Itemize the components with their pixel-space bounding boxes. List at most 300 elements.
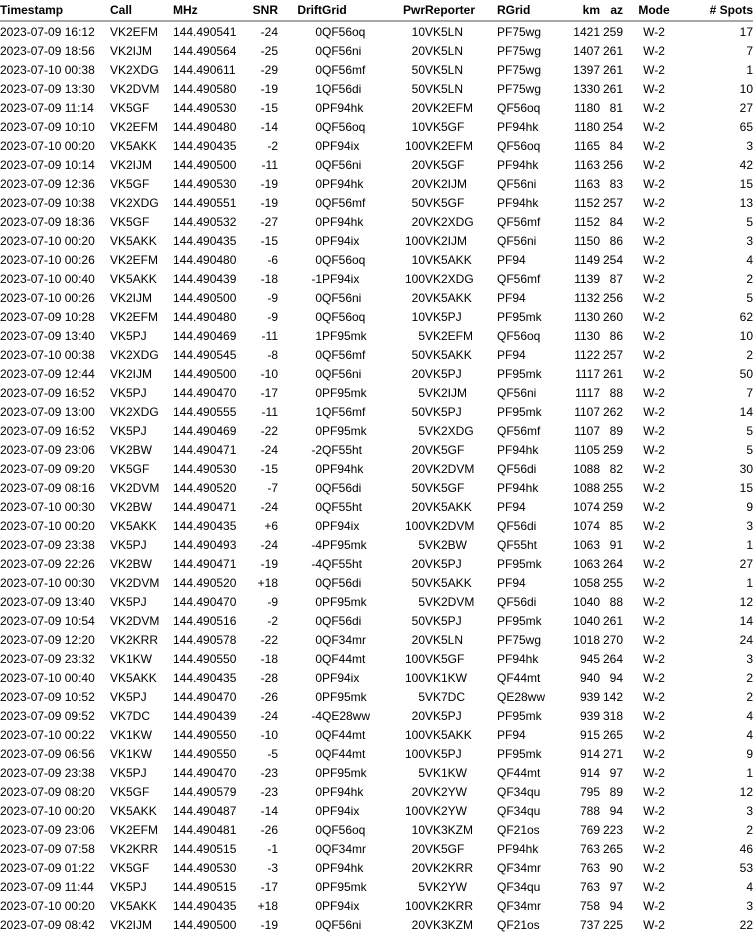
spots-table-body [0,21,753,934]
cell-mhz: 144.490439 [173,271,237,286]
cell-mode: W-2 [643,898,665,913]
cell-timestamp: 2023-07-09 16:52 [0,423,95,438]
table-row [0,611,753,630]
cell-drift: 0 [315,860,322,875]
cell-mhz: 144.490550 [173,746,237,761]
cell-mode: W-2 [643,727,665,742]
cell-mhz: 144.490530 [173,461,237,476]
cell-mhz: 144.490578 [173,632,237,647]
cell-mhz: 144.490564 [173,43,237,58]
cell-grid: QF34mr [322,841,367,856]
cell-rgrid: QF56di [497,518,537,533]
cell-grid: QF56di [322,81,362,96]
cell-mhz: 144.490439 [173,708,237,723]
cell-timestamp: 2023-07-09 23:06 [0,822,95,837]
cell-drift: 0 [315,879,322,894]
cell-pwr: 5 [418,594,425,609]
cell-spots: 30 [739,461,753,476]
table-row [0,782,753,801]
cell-pwr: 100 [404,651,425,666]
cell-az: 88 [609,594,623,609]
cell-call: VK2XDG [110,347,159,362]
cell-drift: 0 [315,233,322,248]
cell-drift: 0 [315,461,322,476]
cell-drift: 0 [315,898,322,913]
cell-az: 259 [602,24,623,39]
cell-grid: PF94ix [322,898,360,913]
cell-mhz: 144.490545 [173,347,237,362]
cell-az: 270 [602,632,623,647]
cell-mode: W-2 [643,746,665,761]
table-row [0,41,753,60]
cell-call: VK2DVM [110,575,160,590]
cell-pwr: 5 [418,879,425,894]
cell-spots: 7 [746,385,753,400]
column-header-spots: # Spots [685,0,753,21]
cell-drift: 0 [315,689,322,704]
cell-az: 255 [602,575,623,590]
cell-spots: 1 [746,537,753,552]
cell-rgrid: PF94 [497,290,526,305]
cell-spots: 2 [746,347,753,362]
cell-pwr: 20 [411,708,425,723]
cell-mode: W-2 [643,442,665,457]
cell-call: VK5GF [110,461,150,476]
table-row [0,839,753,858]
cell-pwr: 100 [404,138,425,153]
cell-mode: W-2 [643,24,665,39]
cell-snr: +6 [264,518,278,533]
cell-drift: 0 [315,43,322,58]
cell-pwr: 50 [411,575,425,590]
cell-rgrid: PF75wg [497,632,542,647]
table-row [0,896,753,915]
cell-km: 763 [579,860,600,875]
cell-az: 85 [609,518,623,533]
cell-snr: -2 [267,138,278,153]
cell-call: VK5PJ [110,328,147,343]
cell-km: 1063 [573,537,600,552]
cell-call: VK1KW [110,727,153,742]
cell-reporter: VK5GF [425,651,465,666]
cell-snr: -9 [267,309,278,324]
cell-km: 939 [579,689,600,704]
cell-az: 89 [609,423,623,438]
cell-call: VK5PJ [110,537,147,552]
cell-spots: 14 [739,404,753,419]
cell-timestamp: 2023-07-10 00:26 [0,290,95,305]
cell-timestamp: 2023-07-09 23:32 [0,651,95,666]
cell-mode: W-2 [643,290,665,305]
cell-pwr: 20 [411,442,425,457]
cell-call: VK5AKK [110,233,157,248]
cell-call: VK2IJM [110,157,153,172]
cell-rgrid: PF94hk [497,480,539,495]
cell-grid: PF94hk [322,176,364,191]
cell-pwr: 10 [411,822,425,837]
cell-drift: 1 [315,404,322,419]
cell-mhz: 144.490530 [173,860,237,875]
cell-pwr: 5 [418,328,425,343]
cell-drift: 0 [315,518,322,533]
cell-call: VK5AKK [110,271,157,286]
cell-snr: -17 [260,385,278,400]
cell-az: 264 [602,556,623,571]
cell-km: 1040 [573,613,600,628]
cell-timestamp: 2023-07-10 00:38 [0,62,95,77]
cell-mhz: 144.490435 [173,138,237,153]
cell-drift: 0 [315,366,322,381]
cell-call: VK2EFM [110,309,159,324]
cell-drift: 0 [315,917,322,932]
cell-rgrid: QF56ni [497,385,537,400]
cell-rgrid: PF94 [497,575,526,590]
cell-timestamp: 2023-07-09 13:30 [0,81,95,96]
cell-pwr: 10 [411,119,425,134]
cell-reporter: VK5PJ [425,366,462,381]
cell-timestamp: 2023-07-09 23:38 [0,537,95,552]
cell-grid: QF56di [322,480,362,495]
cell-spots: 2 [746,670,753,685]
cell-spots: 1 [746,765,753,780]
cell-spots: 46 [739,841,753,856]
cell-reporter: VK5GF [425,195,465,210]
cell-mhz: 144.490435 [173,670,237,685]
cell-rgrid: QF21os [497,822,540,837]
cell-pwr: 5 [418,423,425,438]
cell-snr: -6 [267,252,278,267]
cell-timestamp: 2023-07-10 00:38 [0,347,95,362]
cell-snr: -24 [260,442,278,457]
cell-grid: PF95mk [322,594,367,609]
cell-rgrid: QF34mr [497,898,542,913]
cell-pwr: 5 [418,385,425,400]
cell-grid: QF56ni [322,290,362,305]
cell-mode: W-2 [643,689,665,704]
cell-mhz: 144.490515 [173,879,237,894]
cell-pwr: 5 [418,537,425,552]
cell-spots: 24 [739,632,753,647]
cell-reporter: VK2EFM [425,100,474,115]
cell-snr: -23 [260,784,278,799]
cell-km: 1058 [573,575,600,590]
cell-snr: -15 [260,461,278,476]
cell-pwr: 20 [411,784,425,799]
cell-reporter: VK3KZM [425,917,474,932]
cell-grid: QF56di [322,613,362,628]
cell-rgrid: QF56oq [497,328,541,343]
cell-drift: 0 [315,385,322,400]
column-header-call: Call [110,0,173,21]
cell-snr: +18 [257,898,278,913]
cell-call: VK2DVM [110,81,160,96]
cell-az: 318 [602,708,623,723]
cell-drift: 0 [315,423,322,438]
cell-rgrid: QF21os [497,917,540,932]
cell-grid: QF55ht [322,499,363,514]
cell-az: 265 [602,727,623,742]
cell-reporter: VK5GF [425,119,465,134]
cell-pwr: 20 [411,290,425,305]
table-row [0,744,753,763]
cell-mode: W-2 [643,81,665,96]
cell-km: 1074 [573,499,600,514]
cell-mhz: 144.490481 [173,822,237,837]
cell-snr: -15 [260,233,278,248]
cell-reporter: VK5GF [425,480,465,495]
cell-km: 914 [579,746,600,761]
cell-km: 788 [579,803,600,818]
cell-km: 1117 [575,385,600,400]
table-row [0,174,753,193]
cell-timestamp: 2023-07-09 10:10 [0,119,95,134]
cell-grid: PF94hk [322,784,364,799]
header-row [0,0,753,21]
cell-spots: 4 [746,708,753,723]
cell-grid: PF94ix [322,138,360,153]
cell-grid: PF94hk [322,100,364,115]
cell-reporter: VK5AKK [425,252,472,267]
cell-timestamp: 2023-07-09 01:22 [0,860,95,875]
cell-km: 915 [579,727,600,742]
cell-grid: QE28ww [322,708,371,723]
cell-mode: W-2 [643,708,665,723]
cell-drift: 0 [315,670,322,685]
cell-timestamp: 2023-07-10 00:20 [0,518,95,533]
cell-timestamp: 2023-07-09 10:54 [0,613,95,628]
cell-az: 261 [602,43,623,58]
spots-table-header [0,0,753,21]
cell-reporter: VK5AKK [425,499,472,514]
cell-reporter: VK5PJ [425,309,462,324]
cell-km: 1074 [573,518,600,533]
cell-pwr: 20 [411,214,425,229]
table-row [0,155,753,174]
table-row [0,307,753,326]
cell-drift: 0 [315,214,322,229]
cell-timestamp: 2023-07-09 10:14 [0,157,95,172]
cell-drift: 0 [315,290,322,305]
cell-call: VK2EFM [110,119,159,134]
cell-grid: QF56oq [322,309,366,324]
cell-spots: 62 [739,309,753,324]
cell-mode: W-2 [643,765,665,780]
table-row [0,402,753,421]
table-row [0,820,753,839]
column-header-mhz: MHz [173,0,243,21]
cell-pwr: 20 [411,461,425,476]
cell-rgrid: PF94hk [497,195,539,210]
cell-rgrid: PF95mk [497,613,542,628]
table-row [0,231,753,250]
column-header-pwr: Pwr [379,0,425,21]
cell-drift: 0 [315,195,322,210]
cell-timestamp: 2023-07-09 13:00 [0,404,95,419]
cell-pwr: 50 [411,81,425,96]
cell-spots: 3 [746,233,753,248]
cell-call: VK5PJ [110,765,147,780]
cell-az: 86 [609,328,623,343]
cell-km: 945 [579,651,600,666]
cell-spots: 17 [739,24,753,39]
table-row [0,98,753,117]
cell-pwr: 20 [411,841,425,856]
cell-timestamp: 2023-07-09 08:42 [0,917,95,932]
cell-reporter: VK5GF [425,157,465,172]
cell-timestamp: 2023-07-10 00:30 [0,575,95,590]
cell-az: 261 [602,62,623,77]
cell-az: 94 [609,803,623,818]
cell-mode: W-2 [643,233,665,248]
cell-az: 260 [602,309,623,324]
cell-drift: 0 [315,613,322,628]
cell-snr: -11 [261,404,278,419]
table-row [0,288,753,307]
cell-km: 939 [579,708,600,723]
table-row [0,763,753,782]
table-row [0,250,753,269]
cell-pwr: 20 [411,100,425,115]
cell-mode: W-2 [643,499,665,514]
cell-call: VK5GF [110,176,150,191]
cell-rgrid: QF34qu [497,803,541,818]
cell-grid: PF95mk [322,423,367,438]
table-row [0,79,753,98]
cell-mhz: 144.490480 [173,309,237,324]
cell-mhz: 144.490480 [173,119,237,134]
cell-az: 97 [609,765,623,780]
cell-mhz: 144.490435 [173,233,237,248]
cell-timestamp: 2023-07-10 00:20 [0,898,95,913]
cell-drift: 0 [315,24,322,39]
cell-call: VK2KRR [110,632,159,647]
cell-mode: W-2 [643,822,665,837]
cell-spots: 3 [746,138,753,153]
cell-az: 261 [602,366,623,381]
column-header-reporter: Reporter [425,0,497,21]
cell-mhz: 144.490555 [173,404,237,419]
cell-snr: -27 [260,214,278,229]
cell-rgrid: PF94 [497,347,526,362]
cell-call: VK2XDG [110,404,159,419]
cell-az: 256 [602,157,623,172]
cell-drift: 0 [315,157,322,172]
cell-mhz: 144.490520 [173,480,237,495]
cell-reporter: VK5GF [425,442,465,457]
cell-az: 223 [602,822,623,837]
cell-spots: 5 [746,290,753,305]
cell-timestamp: 2023-07-09 10:38 [0,195,95,210]
table-row [0,440,753,459]
cell-pwr: 100 [404,727,425,742]
cell-mode: W-2 [643,917,665,932]
cell-snr: -24 [260,499,278,514]
cell-drift: 0 [315,347,322,362]
cell-snr: -19 [260,917,278,932]
cell-spots: 4 [746,727,753,742]
cell-pwr: 50 [411,347,425,362]
cell-spots: 27 [739,556,753,571]
cell-az: 97 [609,879,623,894]
cell-az: 82 [609,461,623,476]
cell-call: VK5AKK [110,138,157,153]
cell-pwr: 100 [404,233,425,248]
cell-mode: W-2 [643,518,665,533]
cell-reporter: VK5PJ [425,708,462,723]
cell-mode: W-2 [643,43,665,58]
cell-spots: 10 [739,328,753,343]
cell-timestamp: 2023-07-10 00:20 [0,803,95,818]
cell-snr: -17 [260,879,278,894]
cell-call: VK2EFM [110,822,159,837]
table-row [0,364,753,383]
cell-call: VK5PJ [110,385,147,400]
cell-mode: W-2 [643,252,665,267]
cell-az: 87 [609,271,623,286]
cell-grid: QF56oq [322,822,366,837]
cell-drift: 0 [315,100,322,115]
cell-reporter: VK2DVM [425,518,475,533]
cell-reporter: VK1KW [425,765,468,780]
cell-drift: -4 [311,708,322,723]
cell-reporter: VK5GF [425,841,465,856]
cell-drift: -4 [311,556,322,571]
cell-snr: -22 [260,423,278,438]
table-row [0,212,753,231]
cell-rgrid: QF56mf [497,214,541,229]
cell-mhz: 144.490516 [173,613,237,628]
cell-rgrid: QF55ht [497,537,538,552]
cell-rgrid: PF94 [497,727,526,742]
cell-drift: 0 [315,651,322,666]
cell-az: 254 [602,119,623,134]
cell-call: VK7DC [110,708,151,723]
cell-call: VK2EFM [110,24,159,39]
table-row [0,136,753,155]
cell-rgrid: PF75wg [497,43,542,58]
cell-drift: 0 [315,822,322,837]
cell-mhz: 144.490471 [173,442,237,457]
cell-reporter: VK5AKK [425,575,472,590]
cell-reporter: VK2DVM [425,594,475,609]
cell-timestamp: 2023-07-09 18:36 [0,214,95,229]
cell-snr: -18 [260,271,278,286]
cell-snr: -14 [260,119,278,134]
cell-km: 795 [579,784,600,799]
cell-km: 1421 [573,24,600,39]
cell-km: 763 [579,879,600,894]
cell-mode: W-2 [643,271,665,286]
cell-mhz: 144.490550 [173,727,237,742]
table-row [0,117,753,136]
cell-mode: W-2 [643,651,665,666]
cell-pwr: 20 [411,176,425,191]
cell-snr: -19 [260,556,278,571]
cell-km: 1088 [573,461,600,476]
table-row [0,573,753,592]
cell-grid: QF55ht [322,442,363,457]
cell-pwr: 100 [404,898,425,913]
cell-mode: W-2 [643,176,665,191]
cell-snr: -24 [260,708,278,723]
cell-spots: 1 [746,62,753,77]
cell-km: 1088 [573,480,600,495]
cell-call: VK2BW [110,556,153,571]
cell-reporter: VK2IJM [425,385,468,400]
cell-mhz: 144.490435 [173,898,237,913]
cell-grid: PF95mk [322,879,367,894]
cell-reporter: VK5AKK [425,727,472,742]
